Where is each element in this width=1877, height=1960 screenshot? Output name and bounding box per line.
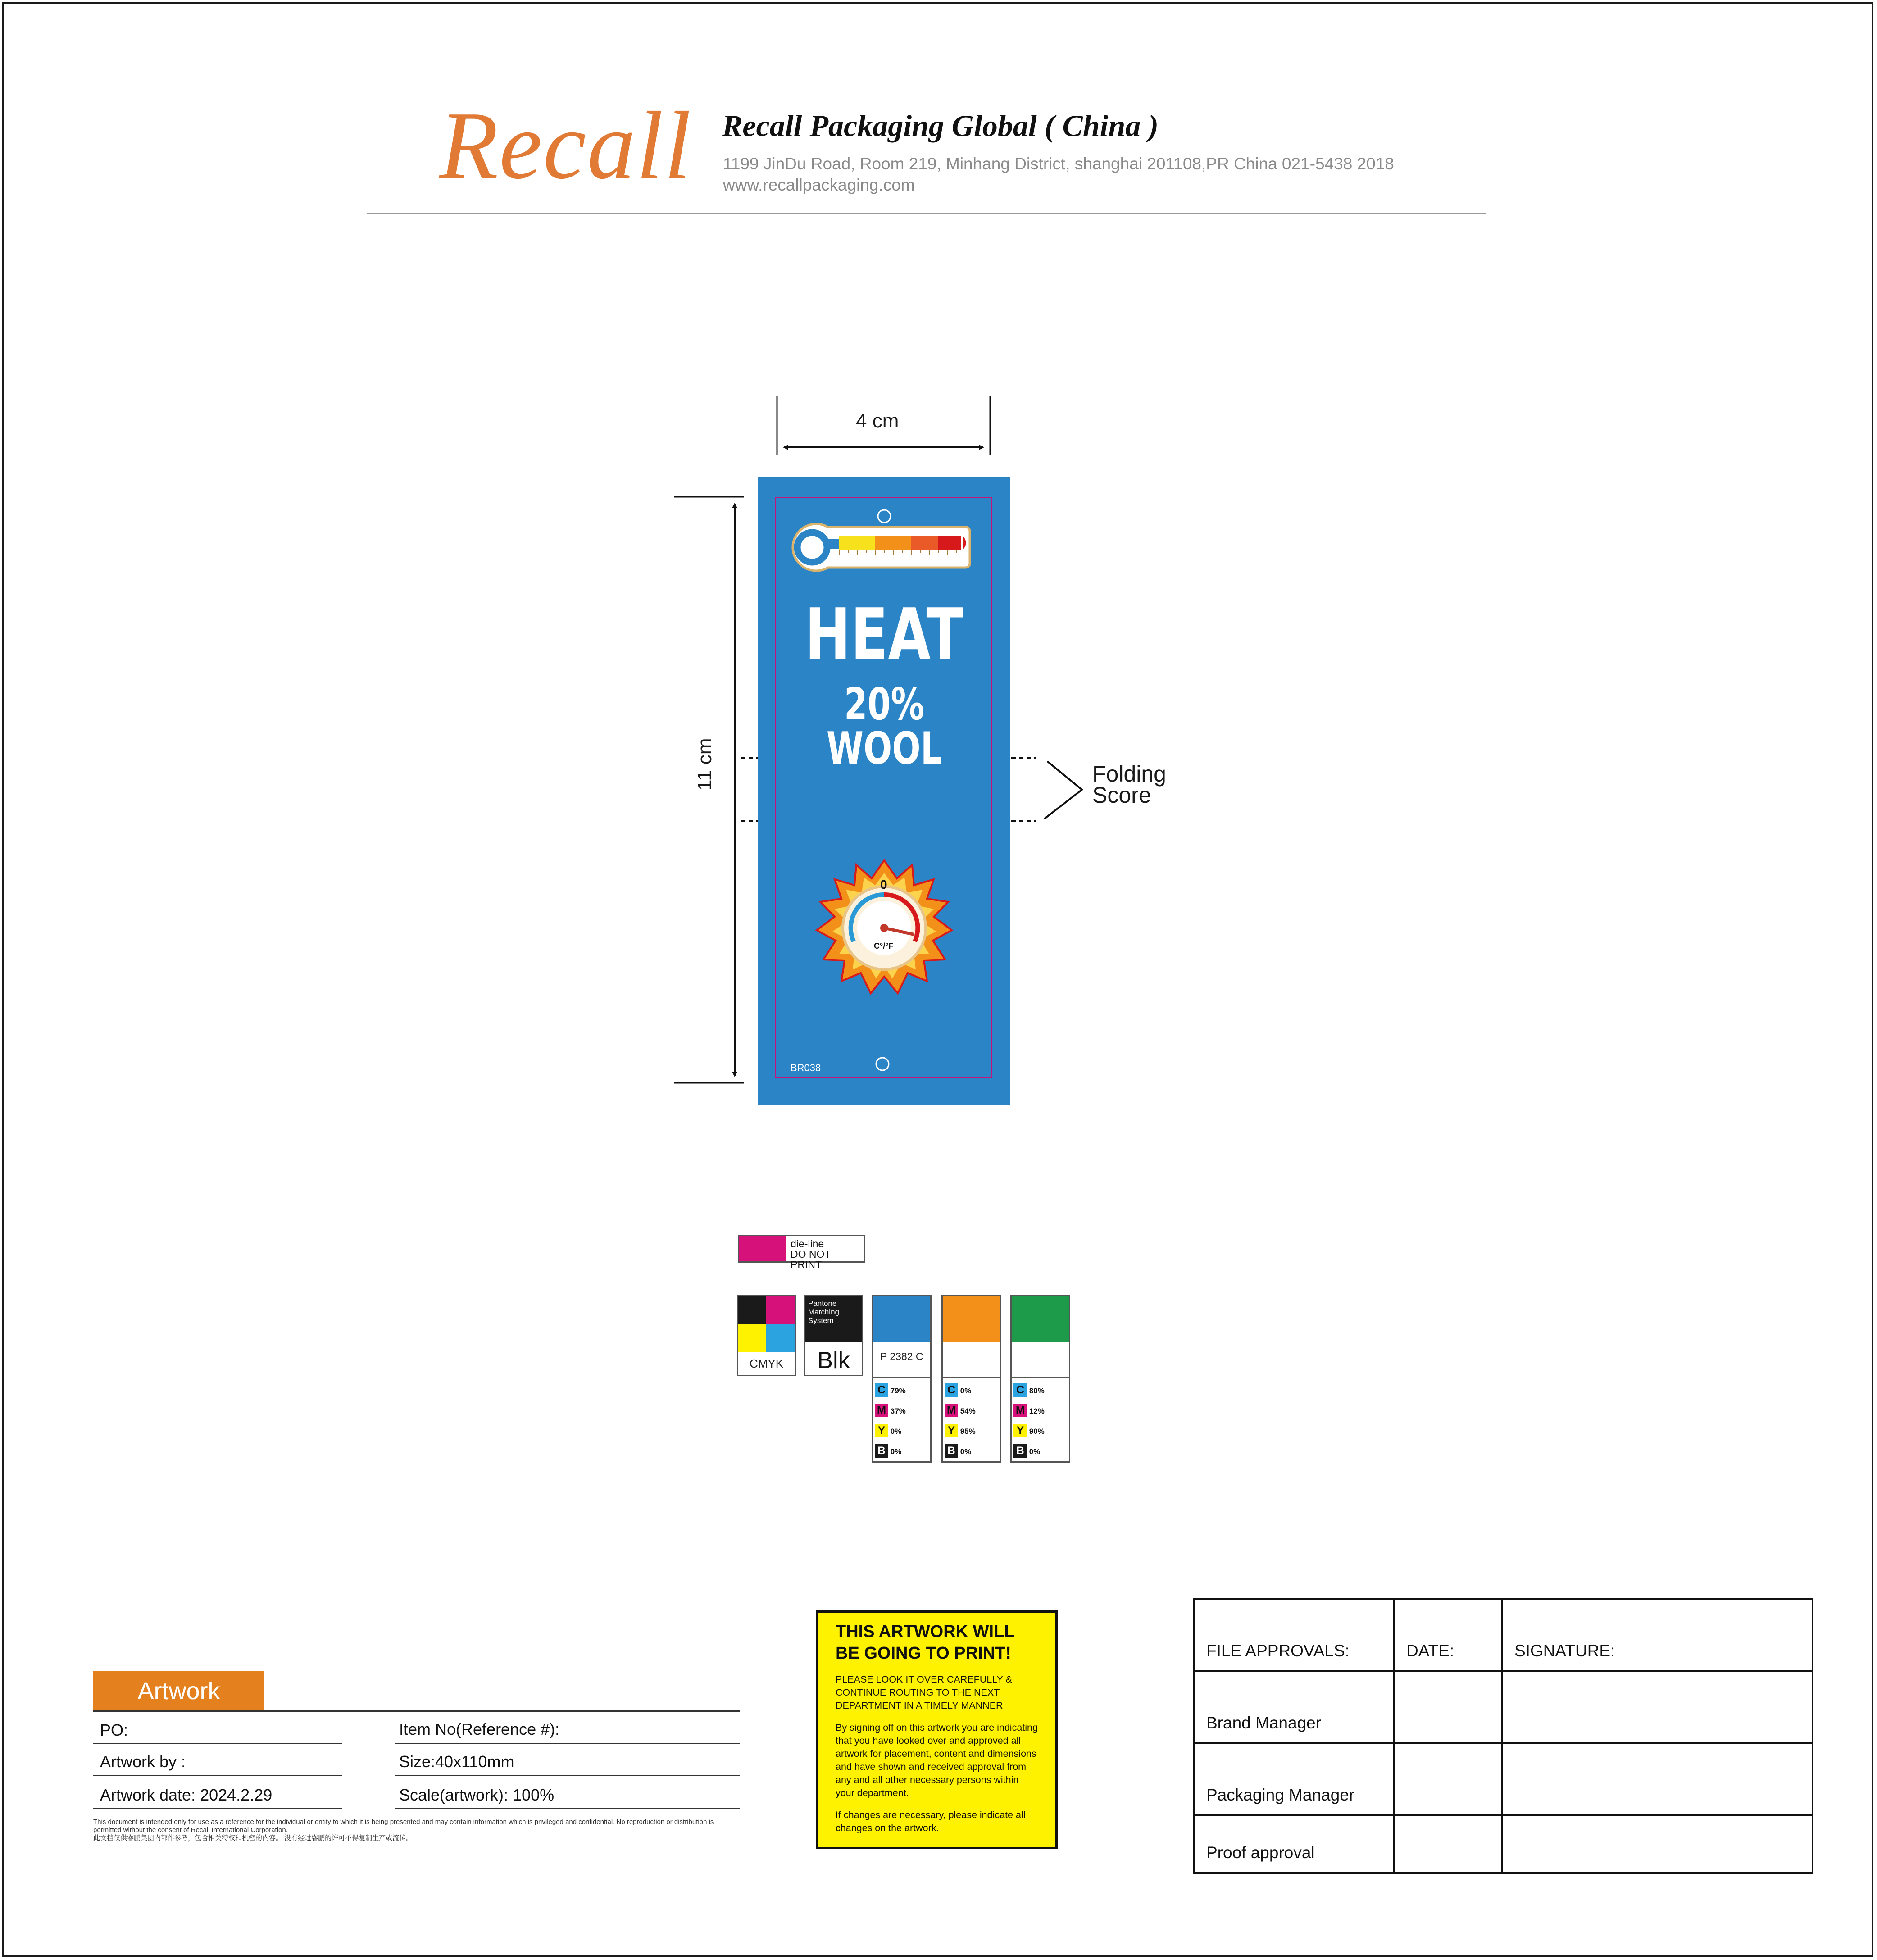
cmyk-swatch bbox=[737, 1295, 796, 1376]
tag-title: HEAT bbox=[804, 593, 964, 675]
spot-color-fill-2 bbox=[943, 1296, 1000, 1342]
pantone-line3: System bbox=[808, 1316, 834, 1325]
artwork-top-rule bbox=[93, 1710, 740, 1712]
dieline-swatch bbox=[739, 1236, 786, 1261]
notice-para-1: PLEASE LOOK IT OVER CAREFULLY & CONTINUE ROUTING TO THE NEXT DEPARTMENT IN A TIMELY MANNER bbox=[836, 1674, 1012, 1711]
company-website[interactable]: www.recallpackaging.com bbox=[723, 176, 915, 194]
magenta-key: M bbox=[1013, 1404, 1027, 1417]
yellow-key: Y bbox=[1013, 1424, 1027, 1437]
dieline-key-text bbox=[791, 1239, 864, 1270]
notice-heading: THIS ARTWORK WILL BE GOING TO PRINT! bbox=[836, 1622, 1014, 1663]
company-name: Recall Packaging Global ( China ) bbox=[722, 109, 1159, 143]
cyan-key: C bbox=[945, 1383, 958, 1397]
width-dimension-label: 4 cm bbox=[856, 410, 899, 432]
packaging-manager-signature[interactable] bbox=[1502, 1743, 1813, 1815]
packaging-manager-label: Packaging Manager bbox=[1194, 1743, 1394, 1815]
yellow-value-2: 95% bbox=[960, 1427, 976, 1436]
brand-manager-date[interactable] bbox=[1394, 1671, 1502, 1743]
proof-approval-label: Proof approval bbox=[1194, 1815, 1394, 1873]
disclaimer bbox=[93, 1818, 740, 1842]
packaging-manager-date[interactable] bbox=[1394, 1743, 1502, 1815]
artwork-by-field: Artwork by : bbox=[100, 1752, 186, 1771]
top-hole-icon bbox=[878, 510, 891, 523]
signature-header: SIGNATURE: bbox=[1502, 1599, 1813, 1671]
magenta-value-2: 54% bbox=[960, 1407, 976, 1415]
spot-color-fill-1 bbox=[873, 1296, 930, 1342]
folding-score-label bbox=[1092, 761, 1166, 808]
print-notice bbox=[816, 1610, 1058, 1849]
dieline-key-line1: die-line bbox=[791, 1238, 824, 1250]
yellow-value-3: 90% bbox=[1029, 1427, 1045, 1436]
gauge-zero-label: 0 bbox=[880, 878, 887, 891]
pantone-line2: Matching bbox=[808, 1308, 839, 1316]
proof-approval-date[interactable] bbox=[1394, 1815, 1502, 1873]
yellow-key: Y bbox=[875, 1424, 888, 1437]
height-dimension-label: 11 cm bbox=[694, 738, 716, 791]
spot-color-swatch-3 bbox=[1010, 1295, 1070, 1463]
black-key: B bbox=[875, 1444, 888, 1458]
brand-manager-signature[interactable] bbox=[1502, 1671, 1813, 1743]
artwork-rule-2b bbox=[395, 1775, 740, 1776]
gauge-unit-label: C°/°F bbox=[874, 941, 894, 950]
fold-label-line1: Folding bbox=[1092, 761, 1166, 787]
notice-para-3: If changes are necessary, please indicate all changes on the artwork. bbox=[836, 1810, 1026, 1833]
brand-manager-label: Brand Manager bbox=[1194, 1671, 1394, 1743]
notice-para-2: By signing off on this artwork you are indicating that you have looked over and approved all artwork for placement, content and dimensions and have shown and received approval from any and all other necessary persons within your department. bbox=[836, 1722, 1038, 1798]
file-approvals-header: FILE APPROVALS: bbox=[1194, 1599, 1394, 1671]
artwork-rule-3b bbox=[395, 1808, 740, 1809]
tag-graphics bbox=[758, 477, 1010, 1105]
magenta-key: M bbox=[945, 1404, 958, 1417]
disclaimer-cn: 此文档仅供睿鹏集团内部作参考，包含相关特权和机密的内容。 没有经过睿鹏的许可不得复制生产或流传。 bbox=[93, 1834, 413, 1842]
pantone-blk-label: Blk bbox=[817, 1347, 850, 1373]
bottom-hole-icon bbox=[876, 1058, 889, 1070]
disclaimer-en: This document is intended only for use as a reference for the individual or entity to which it is being presented and may contain information which is privileged and confidential. No reproduction or distribution is permitted without the consent of Recall International Corporation. bbox=[93, 1818, 714, 1834]
dieline-key bbox=[738, 1235, 865, 1270]
cyan-value-2: 0% bbox=[960, 1387, 972, 1395]
cyan-key: C bbox=[1013, 1383, 1027, 1397]
yellow-key: Y bbox=[945, 1424, 958, 1437]
black-key: B bbox=[1013, 1444, 1027, 1458]
artwork-rule-2a bbox=[93, 1775, 342, 1776]
dieline-key-line2: DO NOT PRINT bbox=[791, 1248, 831, 1270]
black-value-1: 0% bbox=[890, 1447, 902, 1456]
black-value-2: 0% bbox=[960, 1447, 972, 1456]
magenta-key: M bbox=[875, 1404, 888, 1417]
magenta-value-3: 12% bbox=[1029, 1407, 1045, 1415]
fold-label-line2: Score bbox=[1092, 782, 1151, 808]
spot-color-swatch-2 bbox=[941, 1295, 1001, 1463]
spot-color-fill-3 bbox=[1012, 1296, 1069, 1342]
yellow-value-1: 0% bbox=[890, 1427, 902, 1436]
cyan-key: C bbox=[875, 1383, 888, 1397]
po-field: PO: bbox=[100, 1721, 128, 1739]
item-no-field: Item No(Reference #): bbox=[399, 1720, 560, 1738]
magenta-value-1: 37% bbox=[890, 1407, 906, 1415]
recall-logo: Recall bbox=[439, 91, 692, 199]
pantone-black-swatch bbox=[804, 1295, 863, 1376]
artwork-date-field: Artwork date: 2024.2.29 bbox=[100, 1786, 273, 1804]
approvals-table bbox=[1193, 1598, 1813, 1874]
company-address: 1199 JinDu Road, Room 219, Minhang District, shanghai 201108,PR China 021-5438 2018 bbox=[723, 155, 1394, 173]
pantone-line1: Pantone bbox=[808, 1299, 837, 1308]
black-key: B bbox=[945, 1444, 958, 1458]
scale-field: Scale(artwork): 100% bbox=[399, 1786, 554, 1804]
artwork-rule-1b bbox=[395, 1743, 740, 1744]
spot-color-swatch-1 bbox=[872, 1295, 932, 1463]
tag-subtitle: 20% WOOL bbox=[826, 679, 942, 774]
cyan-value-3: 80% bbox=[1029, 1387, 1045, 1395]
cmyk-label: CMYK bbox=[749, 1357, 784, 1370]
artwork-rule-1a bbox=[93, 1743, 342, 1744]
date-header: DATE: bbox=[1394, 1599, 1502, 1671]
tag-code: BR038 bbox=[791, 1062, 821, 1073]
size-field: Size:40x110mm bbox=[399, 1752, 514, 1771]
artwork-tab: Artwork bbox=[93, 1671, 264, 1711]
black-value-3: 0% bbox=[1029, 1447, 1041, 1456]
spot-color-name-1: P 2382 C bbox=[880, 1351, 923, 1362]
cyan-value-1: 79% bbox=[890, 1387, 906, 1395]
thermometer-icon bbox=[793, 524, 970, 571]
artwork-rule-3a bbox=[93, 1808, 342, 1809]
proof-approval-signature[interactable] bbox=[1502, 1815, 1813, 1873]
